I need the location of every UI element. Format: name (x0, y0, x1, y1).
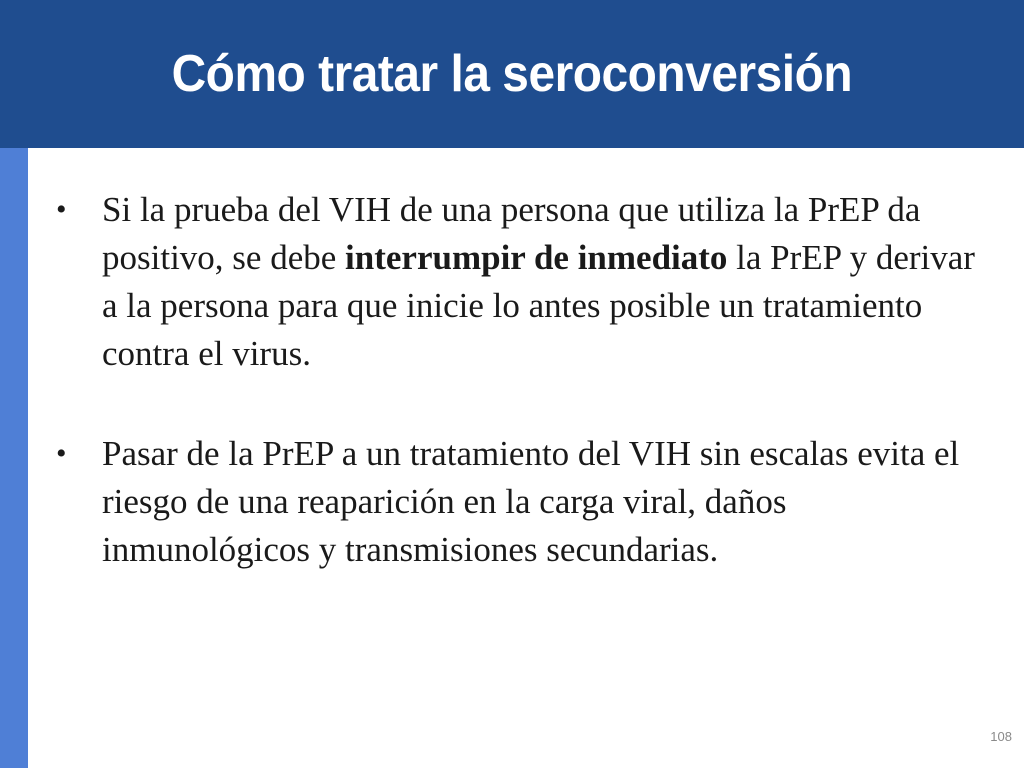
slide-title: Cómo tratar la seroconversión (171, 45, 853, 103)
bullet-text-emphasis: interrumpir de inmediato (345, 238, 728, 277)
bullet-text: Pasar de la PrEP a un tratamiento del VIH sin escalas evita el riesgo de una reaparición en la carga viral, daños inmunológicos y transmisiones secundarias. (102, 434, 960, 569)
left-accent-bar (0, 148, 28, 768)
bullet-item (56, 186, 976, 378)
bullet-text: Si la prueba del VIH de una persona que utiliza la PrEP da positivo, se debe interrumpir de inmediato la PrEP y derivar a la persona para que inicie lo antes posible un tratamiento contra el virus. (102, 190, 975, 373)
bullet-dot-icon: • (56, 437, 67, 470)
page-number: 108 (990, 729, 1012, 744)
title-bar (0, 0, 1024, 148)
slide-content (56, 186, 976, 574)
bullet-dot-icon: • (56, 193, 67, 226)
bullet-item (56, 430, 976, 574)
